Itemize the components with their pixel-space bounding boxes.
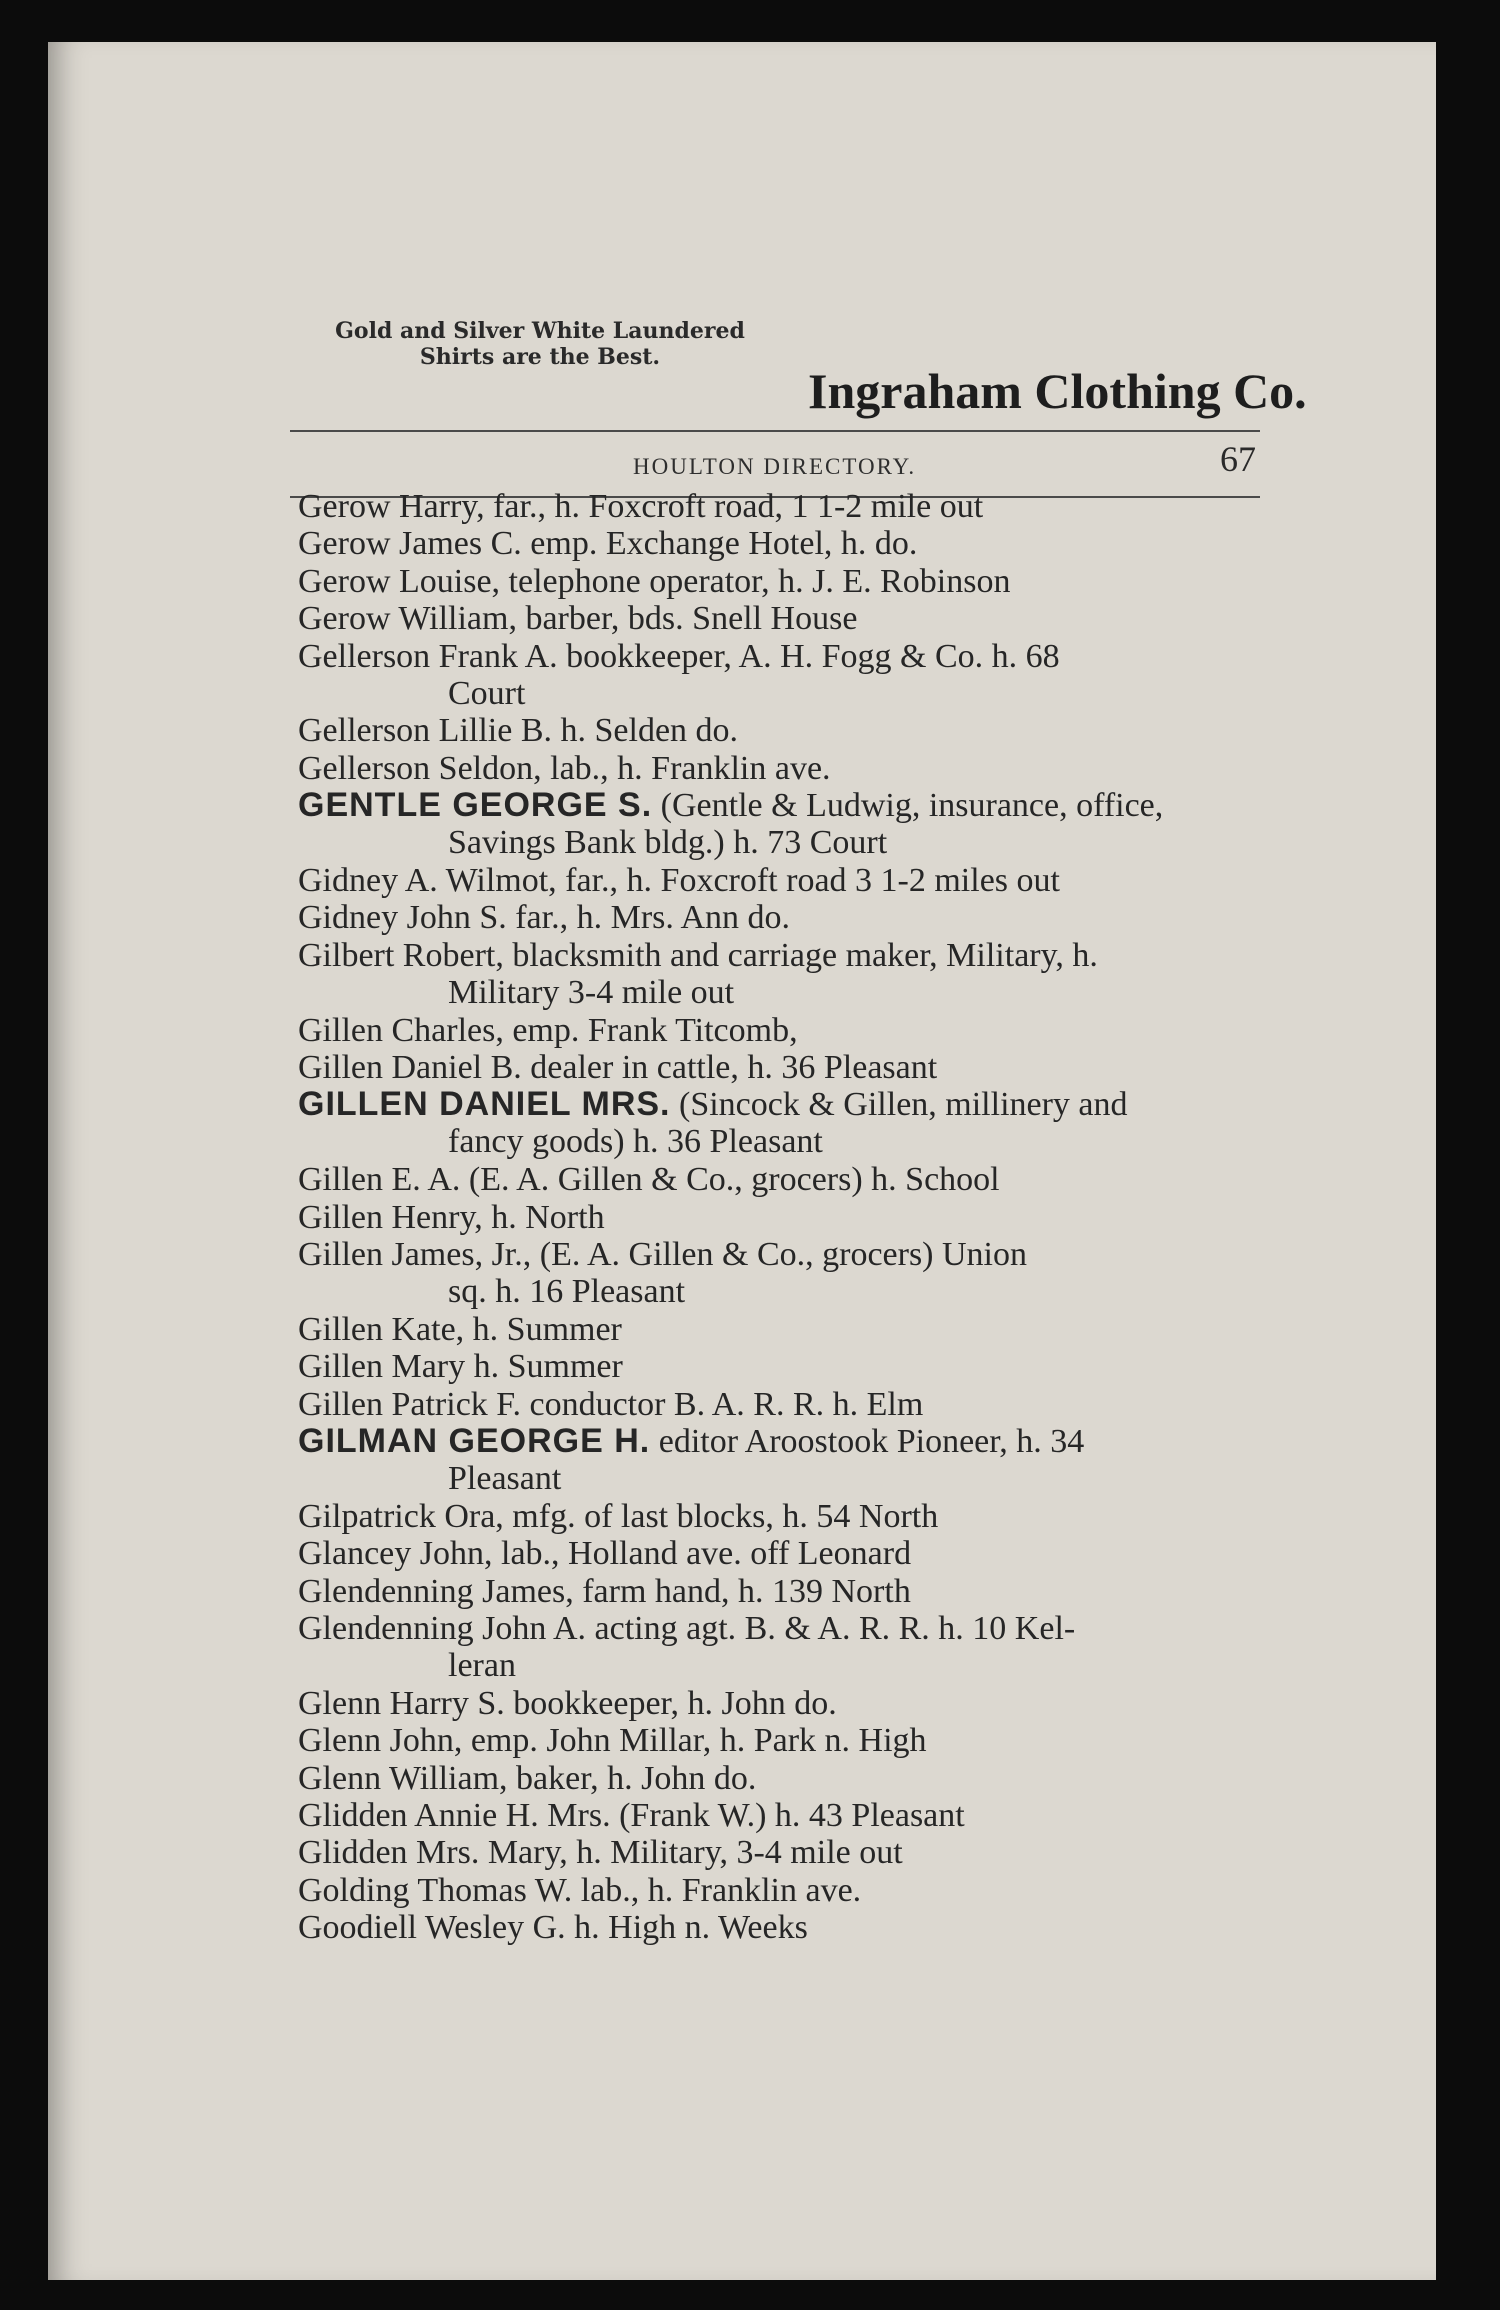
- entry-text: Gidney A. Wilmot, far., h. Foxcroft road 3 1-2 miles out: [298, 862, 1060, 899]
- entry-text: Glenn William, baker, h. John do.: [298, 1759, 757, 1797]
- entry-text: Gillen E. A. (E. A. Gillen & Co., grocers) h. School: [298, 1161, 1000, 1199]
- entry-text: Gillen Mary h. Summer: [298, 1348, 623, 1386]
- directory-entry: [298, 1348, 1223, 1385]
- running-head: HOULTON DIRECTORY.: [633, 454, 917, 479]
- entry-text: Gidney John S. far., h. Mrs. Ann do.: [298, 899, 791, 937]
- directory-entry: [298, 1722, 1223, 1759]
- entry-text: Gerow James C. emp. Exchange Hotel, h. do.: [298, 525, 918, 563]
- entry-text: Gillen Kate, h. Summer: [298, 1310, 622, 1348]
- entry-text: Gillen Charles, emp. Frank Titcomb,: [298, 1011, 798, 1049]
- entry-continuation: fancy goods) h. 36 Pleasant: [448, 1123, 823, 1161]
- entry-line: [298, 937, 1098, 974]
- entry-line: [298, 1573, 911, 1610]
- entry-line: [298, 600, 857, 637]
- entry-text: Goodiell Wesley G. h. High n. Weeks: [298, 1909, 808, 1947]
- entry-text: (Sincock & Gillen, millinery and: [670, 1086, 1128, 1124]
- entry-text: Gellerson Frank A. bookkeeper, A. H. Fogg & Co. h. 68: [298, 637, 1060, 675]
- entry-text: Gillen Daniel B. dealer in cattle, h. 36 Pleasant: [298, 1049, 938, 1086]
- directory-entry: [298, 1199, 1223, 1236]
- entry-line: [298, 1086, 1128, 1123]
- entry-continuation: Pleasant: [448, 1460, 562, 1497]
- entry-line: [298, 1386, 923, 1423]
- entry-line: [298, 1498, 938, 1535]
- directory-entry: [298, 1797, 1223, 1834]
- entry-line: [298, 1161, 1000, 1198]
- entry-text: Glenn Harry S. bookkeeper, h. John do.: [298, 1684, 837, 1722]
- entry-text: Golding Thomas W. lab., h. Franklin ave.: [298, 1871, 862, 1909]
- entry-line: [298, 525, 917, 562]
- directory-entry: [298, 638, 1223, 712]
- entry-text: editor Aroostook Pioneer, h. 34: [650, 1423, 1085, 1460]
- header-rule-top: [290, 430, 1260, 432]
- entry-text: Glendenning John A. acting agt. B. & A. R. R. h. 10 Kel-: [298, 1610, 1076, 1647]
- clothing-company-advertisement: Ingraham Clothing Co.: [808, 363, 1307, 419]
- entry-line: [298, 1872, 861, 1909]
- directory-entry: [298, 1760, 1223, 1797]
- entry-line: [298, 712, 738, 749]
- directory-entry: [298, 1161, 1223, 1198]
- entry-line: [298, 1049, 937, 1086]
- entry-line: [298, 862, 1060, 899]
- directory-entry: [298, 899, 1223, 936]
- directory-entry: [298, 787, 1223, 861]
- entry-line: [298, 638, 1060, 675]
- entry-text: Gellerson Seldon, lab., h. Franklin ave.: [298, 749, 831, 787]
- entry-line: [298, 1834, 903, 1871]
- directory-entry: [298, 862, 1223, 899]
- entry-text: Glendenning James, farm hand, h. 139 North: [298, 1572, 911, 1610]
- entry-line: [298, 1423, 1084, 1460]
- entry-text: Gillen Patrick F. conductor B. A. R. R. h. Elm: [298, 1385, 924, 1423]
- entry-text: Gillen Henry, h. North: [298, 1198, 605, 1236]
- entry-continuation: Court: [448, 674, 526, 712]
- directory-entry: [298, 1386, 1223, 1423]
- shirts-advertisement: [290, 318, 790, 370]
- directory-entry: [298, 1311, 1223, 1348]
- directory-entry: [298, 1909, 1223, 1946]
- entry-line: [298, 1348, 623, 1385]
- directory-entry: [298, 750, 1223, 787]
- entry-text: Gellerson Lillie B. h. Selden do.: [298, 712, 739, 750]
- directory-entry: [298, 1498, 1223, 1535]
- entry-bold-name: GILLEN DANIEL MRS.: [298, 1085, 671, 1124]
- entry-continuation: sq. h. 16 Pleasant: [448, 1273, 686, 1310]
- directory-entry: [298, 1872, 1223, 1909]
- directory-entry: [298, 525, 1223, 562]
- entry-text: Gerow William, barber, bds. Snell House: [298, 600, 858, 638]
- directory-entry: [298, 1610, 1223, 1684]
- directory-entry: [298, 1236, 1223, 1310]
- entry-text: Glenn John, emp. John Millar, h. Park n. High: [298, 1722, 927, 1760]
- directory-entry: [298, 1834, 1223, 1871]
- directory-entry: [298, 712, 1223, 749]
- entry-line: [298, 1610, 1075, 1647]
- entry-text: (Gentle & Ludwig, insurance, office,: [652, 787, 1164, 825]
- entry-line: [298, 1311, 622, 1348]
- entry-line: [298, 488, 983, 525]
- directory-entry: [298, 600, 1223, 637]
- ad-line-2: Shirts are the Best.: [419, 344, 661, 370]
- directory-entry: [298, 1086, 1223, 1160]
- directory-entry: [298, 488, 1223, 525]
- entry-bold-name: GENTLE GEORGE S.: [298, 786, 653, 825]
- entry-line: [298, 1199, 605, 1236]
- entry-line: [298, 1722, 927, 1759]
- entry-continuation: Military 3-4 mile out: [448, 973, 735, 1011]
- entry-text: Gillen James, Jr., (E. A. Gillen & Co., grocers) Union: [298, 1236, 1028, 1273]
- entry-text: Glidden Annie H. Mrs. (Frank W.) h. 43 Pleasant: [298, 1797, 965, 1834]
- entry-line: [298, 899, 790, 936]
- directory-entry: [298, 1049, 1223, 1086]
- entry-text: Gerow Louise, telephone operator, h. J. E. Robinson: [298, 562, 1011, 600]
- entry-line: [298, 1535, 911, 1572]
- entry-continuation: leran: [448, 1647, 516, 1684]
- entry-line: [298, 1685, 837, 1722]
- entry-line: [298, 1012, 798, 1049]
- directory-entry: [298, 937, 1223, 1011]
- directory-entry: [298, 1535, 1223, 1572]
- entry-text: Glancey John, lab., Holland ave. off Leonard: [298, 1535, 912, 1573]
- entry-line: [298, 1236, 1027, 1273]
- directory-entry: [298, 1685, 1223, 1722]
- ad-line-1: Gold and Silver White Laundered: [335, 318, 745, 344]
- directory-entry: [298, 1423, 1223, 1497]
- entry-text: Gilbert Robert, blacksmith and carriage maker, Military, h.: [298, 936, 1098, 974]
- entry-text: Gilpatrick Ora, mfg. of last blocks, h. 54 North: [298, 1497, 939, 1535]
- directory-entry: [298, 563, 1223, 600]
- entry-line: [298, 1760, 756, 1797]
- entry-line: [298, 563, 1011, 600]
- entry-bold-name: GILMAN GEORGE H.: [298, 1422, 651, 1460]
- entry-line: [298, 1797, 965, 1834]
- entry-continuation: Savings Bank bldg.) h. 73 Court: [448, 824, 888, 862]
- directory-entry: [298, 1012, 1223, 1049]
- page-number: 67: [1220, 439, 1256, 479]
- entry-line: [298, 750, 831, 787]
- entry-line: [298, 787, 1163, 824]
- directory-entry: [298, 1573, 1223, 1610]
- entry-text: Glidden Mrs. Mary, h. Military, 3-4 mile out: [298, 1834, 903, 1872]
- entry-text: Gerow Harry, far., h. Foxcroft road, 1 1-2 mile out: [298, 488, 984, 525]
- entry-line: [298, 1909, 808, 1946]
